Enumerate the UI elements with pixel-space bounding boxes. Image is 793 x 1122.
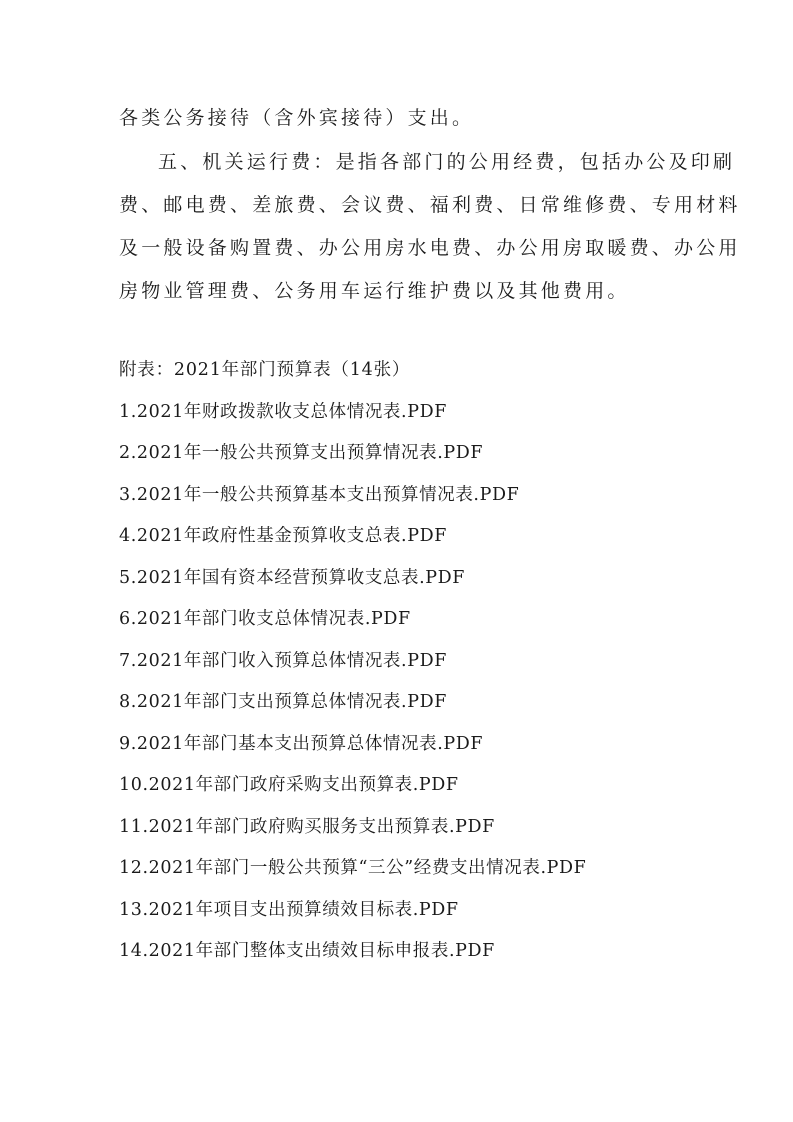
attachment-link[interactable]: 14.2021年部门整体支出绩效目标申报表.PDF xyxy=(119,941,495,961)
attachment-link[interactable]: 4.2021年政府性基金预算收支总表.PDF xyxy=(119,526,447,546)
attachment-link[interactable]: 6.2021年部门收支总体情况表.PDF xyxy=(119,609,411,629)
attachment-link[interactable]: 13.2021年项目支出预算绩效目标表.PDF xyxy=(119,900,459,920)
attachment-link[interactable]: 3.2021年一般公共预算基本支出预算情况表.PDF xyxy=(119,485,520,505)
attachment-list-title: 附表：2021年部门预算表（14张） xyxy=(119,360,411,380)
attachment-link[interactable]: 10.2021年部门政府采购支出预算表.PDF xyxy=(119,775,459,795)
attachment-link[interactable]: 5.2021年国有资本经营预算收支总表.PDF xyxy=(119,568,466,588)
attachment-link[interactable]: 8.2021年部门支出预算总体情况表.PDF xyxy=(119,692,447,712)
attachment-link[interactable]: 1.2021年财政拨款收支总体情况表.PDF xyxy=(119,402,447,422)
attachment-link[interactable]: 12.2021年部门一般公共预算“三公”经费支出情况表.PDF xyxy=(119,858,587,878)
body-text-line: 及一般设备购置费、办公用房水电费、办公用房取暖费、办公用 xyxy=(119,237,741,259)
body-text-line: 房物业管理费、公务用车运行维护费以及其他费用。 xyxy=(119,280,630,302)
attachment-link[interactable]: 11.2021年部门政府购买服务支出预算表.PDF xyxy=(119,817,495,837)
attachment-link[interactable]: 9.2021年部门基本支出预算总体情况表.PDF xyxy=(119,734,484,754)
attachment-link[interactable]: 2.2021年一般公共预算支出预算情况表.PDF xyxy=(119,443,484,463)
attachment-link[interactable]: 7.2021年部门收入预算总体情况表.PDF xyxy=(119,651,447,671)
body-text-line: 五、机关运行费：是指各部门的公用经费，包括办公及印刷 xyxy=(158,151,736,173)
body-text-line: 费、邮电费、差旅费、会议费、福利费、日常维修费、专用材料 xyxy=(119,194,741,216)
body-text-line: 各类公务接待（含外宾接待）支出。 xyxy=(119,107,475,129)
